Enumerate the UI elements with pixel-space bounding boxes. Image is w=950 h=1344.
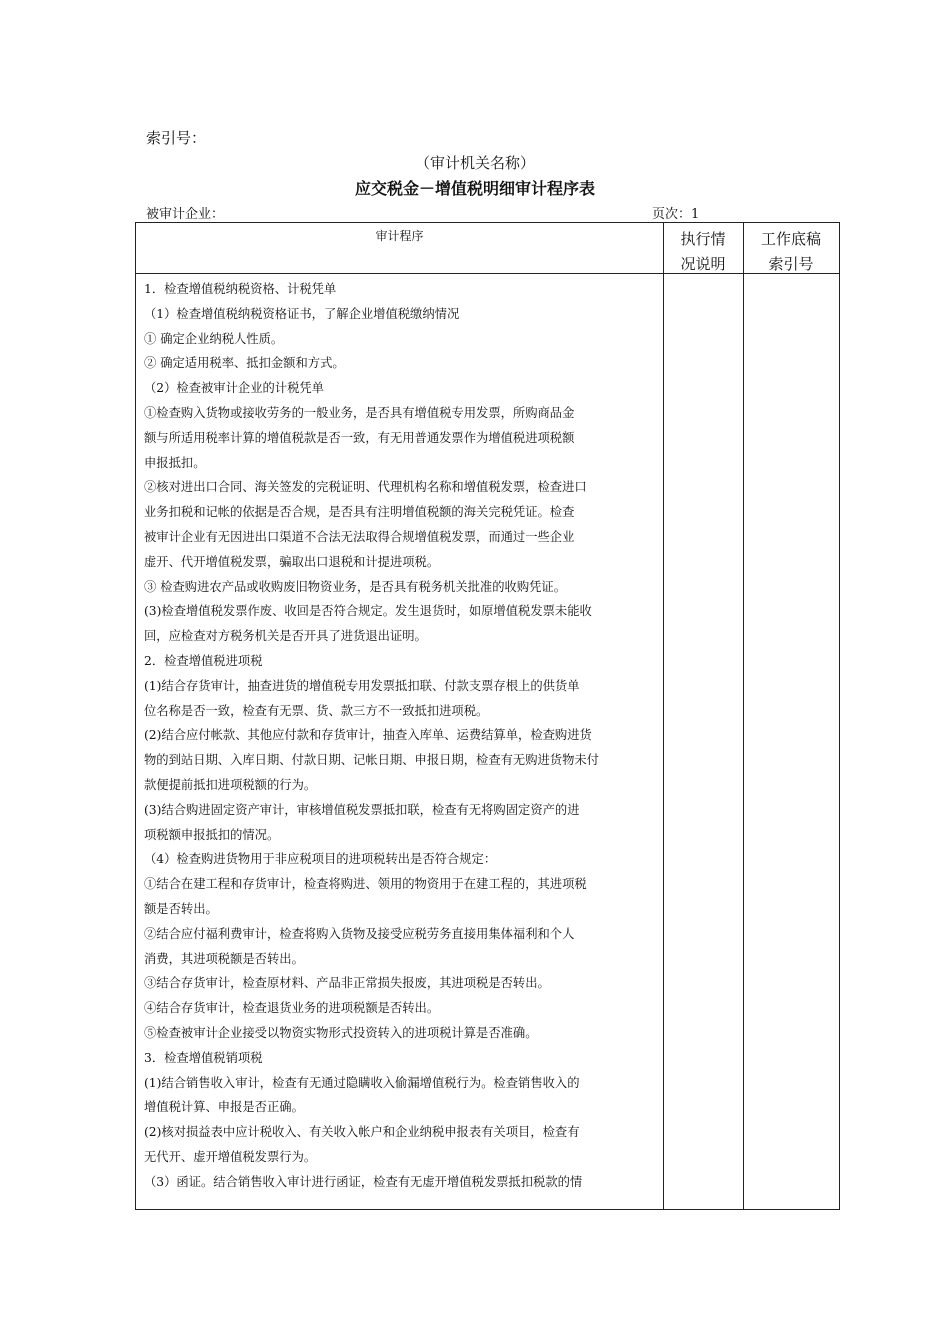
procedure-line: （4）检查购进货物用于非应税项目的进项税转出是否符合规定：	[144, 852, 497, 867]
audit-organization-name: （审计机关名称）	[414, 154, 535, 172]
procedure-line: (1)结合存货审计，抽查进货的增值税专用发票抵扣联、付款支票存根上的供货单	[144, 678, 580, 693]
procedure-line: （2）检查被审计企业的计税凭单	[144, 381, 324, 396]
procedure-line: 物的到站日期、入库日期、付款日期、记帐日期、申报日期，检查有无购进货物未付	[144, 753, 599, 768]
procedure-line: 被审计企业有无因进出口渠道不合法无法取得合规增值税发票，而通过一些企业	[144, 529, 575, 544]
procedure-line: ⑤检查被审计企业接受以物资实物形式投资转入的进项税计算是否准确。	[144, 1025, 538, 1040]
procedure-line: (1)结合销售收入审计，检查有无通过隐瞒收入偷漏增值税行为。检查销售收入的	[144, 1075, 580, 1090]
procedure-line: 业务扣税和记帐的依据是否合规，是否具有注明增值税额的海关完税凭证。检查	[144, 505, 575, 520]
procedure-line: (2)结合应付帐款、其他应付款和存货审计，抽查入库单、运费结算单，检查购进货	[144, 728, 592, 743]
header-execution-line1: 执行情	[680, 230, 726, 248]
header-ref-line1: 工作底稿	[760, 230, 821, 248]
index-number-label: 索引号：	[146, 129, 207, 147]
column-divider	[743, 223, 744, 1209]
header-procedure: 审计程序	[375, 229, 424, 243]
procedure-line: ②结合应付福利费审计，检查将购入货物及接受应税劳务直接用集体福利和个人	[144, 926, 575, 941]
procedure-line: 位名称是否一致，检查有无票、货、款三方不一致抵扣进项税。	[144, 703, 489, 718]
procedure-line: ④结合存货审计，检查退货业务的进项税额是否转出。	[144, 1001, 440, 1016]
audited-company-label: 被审计企业：	[146, 207, 225, 222]
procedure-line: (3)结合购进固定资产审计，审核增值税发票抵扣联，检查有无将购固定资产的进	[144, 802, 580, 817]
procedure-line: 消费，其进项税额是否转出。	[144, 951, 304, 966]
procedure-line: ① 确定企业纳税人性质。	[144, 331, 284, 346]
procedure-line: ② 确定适用税率、抵扣金额和方式。	[144, 356, 345, 371]
procedure-line: 虚开、代开增值税发票，骗取出口退税和计提进项税。	[144, 554, 440, 569]
header-ref-line2: 索引号	[768, 255, 814, 273]
procedure-line: 款便提前抵扣进项税额的行为。	[144, 777, 317, 792]
procedure-line: 增值税计算、申报是否正确。	[144, 1100, 304, 1115]
procedure-line: 项税额申报抵扣的情况。	[144, 827, 280, 842]
procedure-line: 2．检查增值税进项税	[144, 653, 263, 668]
procedure-line: 申报抵扣。	[144, 455, 206, 470]
column-divider	[663, 223, 664, 1209]
procedure-line: 1．检查增值税纳税资格、计税凭单	[144, 282, 337, 296]
procedure-line: ①检查购入货物或接收劳务的一般业务，是否具有增值税专用发票，所购商品金	[144, 405, 575, 420]
procedure-line: ③ 检查购进农产品或收购废旧物资业务，是否具有税务机关批准的收购凭证。	[144, 579, 567, 594]
procedure-line: ③结合存货审计，检查原材料、产品非正常损失报废，其进项税是否转出。	[144, 976, 550, 991]
procedure-line: ②核对进出口合同、海关签发的完税证明、代理机构名称和增值税发票，检查进口	[144, 480, 587, 495]
procedure-line: ①结合在建工程和存货审计，检查将购进、领用的物资用于在建工程的，其进项税	[144, 877, 587, 892]
procedure-line: (3)检查增值税发票作废、收回是否符合规定。发生退货时，如原增值税发票未能收	[144, 604, 592, 619]
procedure-line: 3．检查增值税销项税	[144, 1050, 263, 1065]
procedure-line: (2)核对损益表中应计税收入、有关收入帐户和企业纳税申报表有关项目，检查有	[144, 1125, 580, 1140]
procedure-line: 回，应检查对方税务机关是否开具了进货退出证明。	[144, 629, 427, 644]
header-workpaper-index	[743, 223, 839, 277]
page-title: 应交税金－增值税明细审计程序表	[354, 179, 595, 198]
page-number-label: 页次：1	[652, 207, 700, 222]
procedure-line: （3）函证。结合销售收入审计进行函证，检查有无虚开增值税发票抵扣税款的情	[144, 1174, 583, 1189]
procedure-line: （1）检查增值税纳税资格证书，了解企业增值税缴纳情况	[144, 306, 460, 321]
procedure-line: 无代开、虚开增值税发票行为。	[144, 1149, 317, 1164]
procedure-text	[144, 277, 656, 1194]
header-execution-notes	[663, 223, 743, 277]
header-execution-line2: 况说明	[680, 255, 726, 273]
procedure-line: 额是否转出。	[144, 901, 218, 916]
procedure-line: 额与所适用税率计算的增值税款是否一致，有无用普通发票作为增值税进项税额	[144, 430, 575, 445]
audit-procedure-table	[135, 222, 840, 1210]
